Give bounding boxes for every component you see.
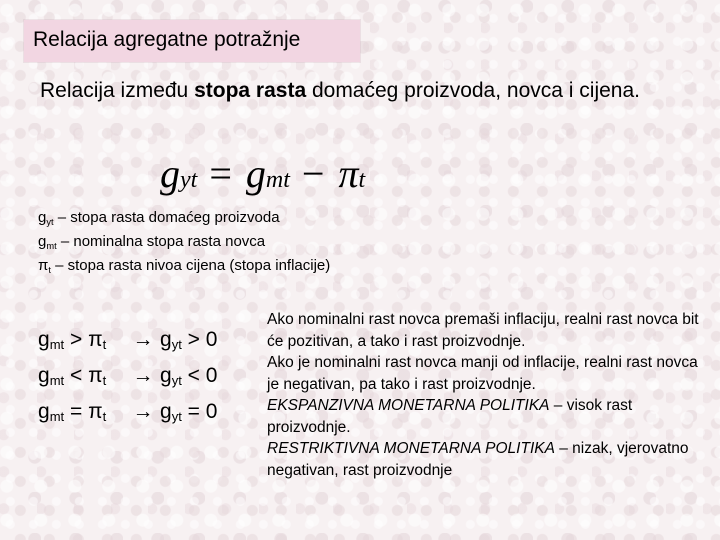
def-sub: yt	[46, 217, 54, 227]
def-text: – stopa rasta domaćeg proizvoda	[53, 209, 280, 226]
rel-sub: t	[102, 337, 107, 352]
rel-sym: g	[38, 364, 50, 387]
slide-title-box	[24, 20, 360, 62]
rel-sym: π	[88, 364, 103, 387]
intro-bold: stopa rasta	[194, 79, 307, 102]
rel-sub: mt	[49, 337, 65, 352]
definition-row	[38, 254, 330, 278]
intro-before: Relacija između	[40, 79, 195, 102]
rel-sub: yt	[171, 373, 182, 388]
rel-op: >	[64, 328, 89, 351]
relation-row	[38, 358, 217, 394]
arrow-icon: →	[132, 328, 154, 351]
rel-op: <	[64, 364, 89, 387]
rel-tail: > 0	[181, 328, 218, 351]
formula-gy-sub: yt	[180, 167, 198, 193]
def-symbol: g	[38, 233, 47, 250]
relations-list	[38, 322, 217, 430]
relation-result	[160, 358, 217, 394]
formula-minus: −	[301, 151, 325, 196]
rel-sym: π	[88, 400, 103, 423]
rel-sub: yt	[171, 337, 182, 352]
explanation-text	[267, 309, 707, 481]
intro-after: domaćeg proizvoda, novca i cijena.	[306, 79, 640, 102]
arrow-icon: →	[132, 400, 154, 423]
relation-condition	[38, 322, 126, 358]
restrictive-policy-text: – nizak, vjerovatno negativan, rast proizvodnje	[267, 440, 689, 479]
definition-row	[38, 206, 330, 230]
rel-sym: π	[88, 328, 103, 351]
def-text: – nominalna stopa rasta novca	[56, 233, 266, 250]
rel-sub: t	[102, 373, 107, 388]
def-symbol: g	[38, 209, 47, 226]
def-symbol: π	[38, 257, 49, 274]
intro-paragraph	[40, 77, 680, 105]
formula-gm-sub: mt	[265, 167, 290, 193]
rel-op: =	[64, 400, 89, 423]
rel-tail: < 0	[181, 364, 218, 387]
formula-equals: =	[209, 151, 232, 196]
rel-sub: mt	[49, 373, 65, 388]
relation-result	[160, 322, 217, 358]
rel-tail: = 0	[181, 400, 218, 423]
def-text: – stopa rasta nivoa cijena (stopa inflacije)	[50, 257, 331, 274]
explanation-positive: Ako nominalni rast novca premaši inflaciju, realni rast novca bit će pozitivan, a tako i rast proizvodnje.	[267, 311, 699, 350]
expansive-policy-label: EKSPANZIVNA MONETARNA POLITIKA	[267, 397, 550, 414]
relation-condition	[38, 358, 126, 394]
rel-sym: g	[160, 400, 172, 423]
definitions-list	[38, 206, 330, 278]
rel-sym: g	[160, 328, 172, 351]
relation-row	[38, 394, 217, 430]
def-sub: t	[48, 265, 51, 275]
relation-result	[160, 394, 217, 430]
formula-gy-var: g	[160, 151, 180, 196]
definition-row	[38, 230, 330, 254]
arrow-icon: →	[132, 364, 154, 387]
rel-sym: g	[38, 400, 50, 423]
slide-title: Relacija agregatne potražnje	[33, 28, 301, 51]
relation-row	[38, 322, 217, 358]
expansive-policy	[267, 395, 707, 438]
rel-sub: mt	[49, 409, 65, 424]
rel-sub: yt	[171, 409, 182, 424]
formula-pi-var: π	[338, 151, 359, 196]
relation-condition	[38, 394, 126, 430]
restrictive-policy-label: RESTRIKTIVNA MONETARNA POLITIKA	[267, 440, 555, 457]
formula-pi-sub: t	[358, 167, 366, 193]
rel-sym: g	[38, 328, 50, 351]
formula-gm-var: g	[245, 151, 266, 196]
rel-sym: g	[160, 364, 172, 387]
rel-sub: t	[102, 409, 107, 424]
growth-formula	[160, 150, 365, 200]
restrictive-policy	[267, 438, 707, 481]
expansive-policy-text: – visok rast proizvodnje.	[267, 397, 633, 436]
def-sub: mt	[46, 241, 57, 251]
explanation-negative: Ako je nominalni rast novca manji od inflacije, realni rast novca je negativan, pa tako i rast proizvodnje.	[267, 354, 698, 393]
